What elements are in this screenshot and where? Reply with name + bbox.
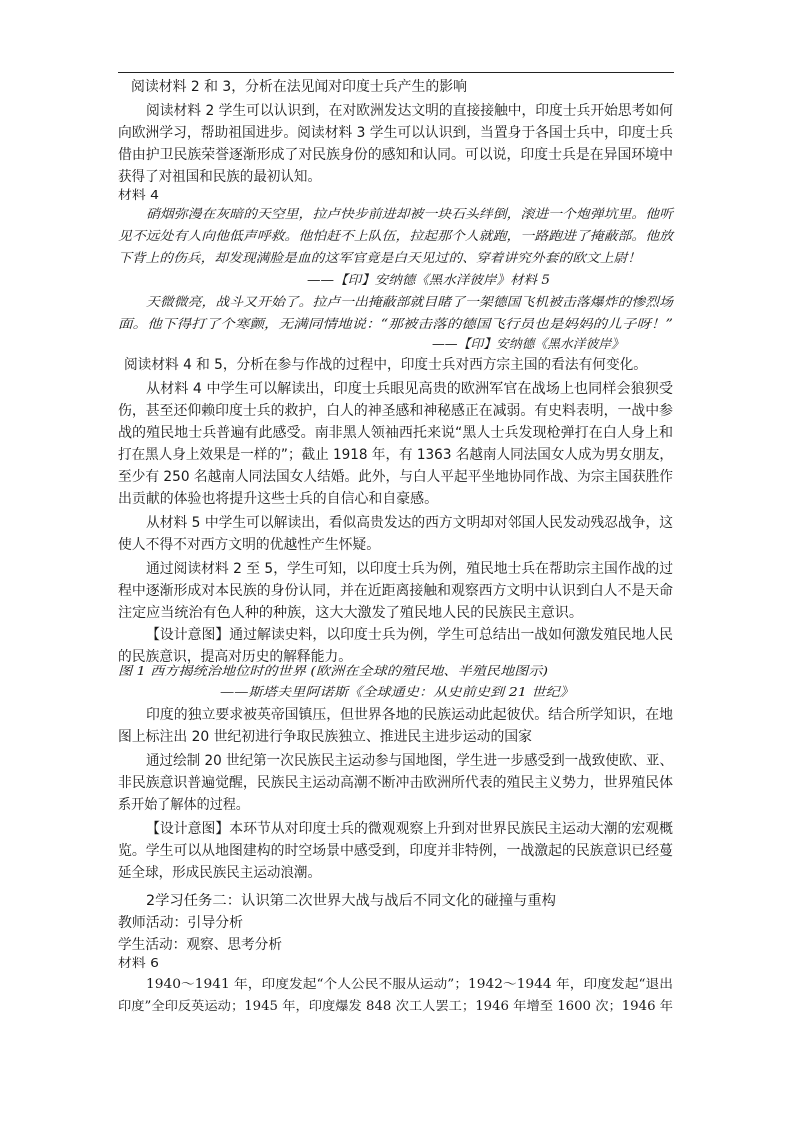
text-line-m6-1: 1940～1941 年，印度发起“个人公民不服从运动”；1942～1944 年，印度发起“退出 xyxy=(146,976,673,991)
text-line-ans5-2: 使人不得不对西方文明的优越性产生怀疑。 xyxy=(118,537,380,553)
text-line-fig1-cap: 图 1 西方揭统治地位时的世界 (欧洲在全球的殖民地、半殖民地图示) xyxy=(118,663,548,678)
text-line-ans4-3: 战的殖民地士兵普遍有此感受。南非黑人领袖西托来说“黑人士兵发现枪弹打在白人身上和 xyxy=(118,425,673,441)
text-line-ans4-4: 打在黑人身上效果是一样的”；截止 1918 年，有 1363 名越南人同法国女人成为男女朋友， xyxy=(118,447,673,463)
text-line-di2-1: 【设计意图】本环节从对印度士兵的微观观察上升到对世界民族民主运动大潮的宏观概 xyxy=(146,821,673,837)
text-line-di2-2: 览。学生可以从地图建构的时空场景中感受到，印度并非特例，一战激起的民族意识已经蔓 xyxy=(118,843,673,859)
text-line-task2: 2学习任务二：认识第二次世界大战与战后不同文化的碰撞与重构 xyxy=(146,893,556,909)
text-line-q23-prompt: 阅读材料 2 和 3，分析在法见闻对印度士兵产生的影响 xyxy=(131,79,467,95)
text-line-map-4: 非民族意识普遍觉醒，民族民主运动高潮不断冲击欧洲所代表的殖民主义势力，世界殖民体 xyxy=(118,775,673,791)
text-line-sum-1: 通过阅读材料 2 至 5，学生可知，以印度士兵为例，殖民地士兵在帮助宗主国作战的过 xyxy=(146,561,673,577)
text-line-m4-label: 材料 4 xyxy=(118,187,159,202)
text-line-fig1-src: ——斯塔夫里阿诺斯《全球通史：从史前史到 21 世纪》 xyxy=(220,684,574,699)
text-line-di1-1: 【设计意图】通过解读史料，以印度士兵为例，学生可总结出一战如何激发殖民地人民 xyxy=(146,627,673,643)
header-rule xyxy=(118,72,674,73)
text-line-m4-src: ——【印】安纳德《黑水洋彼岸》材料 5 xyxy=(307,272,550,287)
text-line-ans4-1: 从材料 4 中学生可以解读出，印度士兵眼见高贵的欧洲军官在战场上也同样会狼狈受 xyxy=(146,381,673,397)
text-line-m5-1: 天微微亮，战斗又开始了。拉卢一出掩蔽部就目睹了一架德国飞机被击落爆炸的惨烈场 xyxy=(146,294,673,309)
text-line-map-1: 印度的独立要求被英帝国镇压，但世界各地的民族运动此起彼伏。结合所学知识，在地 xyxy=(146,707,673,723)
text-line-student: 学生活动：观察、思考分析 xyxy=(118,937,282,953)
text-line-teacher: 教师活动：引导分析 xyxy=(118,915,243,931)
text-line-m6-label: 材料 6 xyxy=(118,955,159,970)
text-line-m5-src: ——【印】安纳德《黑水洋彼岸》 xyxy=(432,336,624,351)
text-line-ans23-1: 阅读材料 2 学生可以认识到，在对欧洲发达文明的直接接触中，印度士兵开始思考如何 xyxy=(146,103,673,119)
text-line-m4-3: 下背上的伤兵，却发现满脸是血的这军官竟是白天见过的、穿着讲究外套的欧文上尉！ xyxy=(118,250,641,265)
text-line-ans23-3: 借由护卫民族荣誉逐渐形成了对民族身份的感知和认同。可以说，印度士兵是在异国环境中 xyxy=(118,147,673,163)
text-line-di2-3: 延全球，形成民族民主运动浪潮。 xyxy=(118,865,321,881)
text-line-sum-2: 程中逐渐形成对本民族的身份认同，并在近距离接触和观察西方文明中认识到白人不是天命 xyxy=(118,583,673,599)
text-line-ans4-2: 伤，甚至还仰赖印度士兵的救护，白人的神圣感和神秘感正在减弱。有史料表明，一战中参 xyxy=(118,403,673,419)
text-line-sum-3: 注定应当统治有色人种的种族，这大大激发了殖民地人民的民族民主意识。 xyxy=(118,605,583,621)
text-line-map-5: 系开始了解体的过程。 xyxy=(118,797,249,813)
text-line-m4-2: 见不远处有人向他低声呼救。他怕赶不上队伍，拉起那个人就跑，一路跑进了掩蔽部。他放 xyxy=(118,228,673,243)
text-line-ans5-1: 从材料 5 中学生可以解读出，看似高贵发达的西方文明却对邻国人民发动残忍战争，这 xyxy=(146,515,673,531)
text-line-m6-2: 印度”全印反英运动；1945 年，印度爆发 848 次工人罢工；1946 年增至 1600 次；1946 年 xyxy=(118,998,673,1013)
text-line-m5-2: 面。他下得打了个寒颤，无满同情地说：“那被击落的德国飞行员也是妈妈的儿子呀！” xyxy=(118,316,673,331)
text-line-q45-prompt: 阅读材料 4 和 5，分析在参与作战的过程中，印度士兵对西方宗主国的看法有何变化。 xyxy=(124,357,647,373)
text-line-di1-2: 的民族意识，提高对历史的解释能力。 xyxy=(118,649,352,665)
text-line-m4-1: 硝烟弥漫在灰暗的天空里，拉卢快步前进却被一块石头绊倒，滚进一个炮弹坑里。他听 xyxy=(146,206,673,221)
text-line-map-3: 通过绘制 20 世纪第一次民族民主运动参与国地图，学生进一步感受到一战致使欧、亚、 xyxy=(146,753,673,769)
text-line-ans4-6: 出贡献的体验也将提升这些士兵的自信心和自豪感。 xyxy=(118,491,438,507)
text-line-ans23-4: 获得了对祖国和民族的最初认知。 xyxy=(118,169,321,185)
text-line-map-2: 图上标注出 20 世纪初进行争取民族独立、推进民主进步运动的国家 xyxy=(118,729,532,745)
text-line-ans23-2: 向欧洲学习，帮助祖国进步。阅读材料 3 学生可以认识到，当置身于各国士兵中，印度士兵 xyxy=(118,125,673,141)
text-line-ans4-5: 至少有 250 名越南人同法国女人结婚。此外，与白人平起平坐地协同作战、为宗主国获胜作 xyxy=(118,469,673,485)
